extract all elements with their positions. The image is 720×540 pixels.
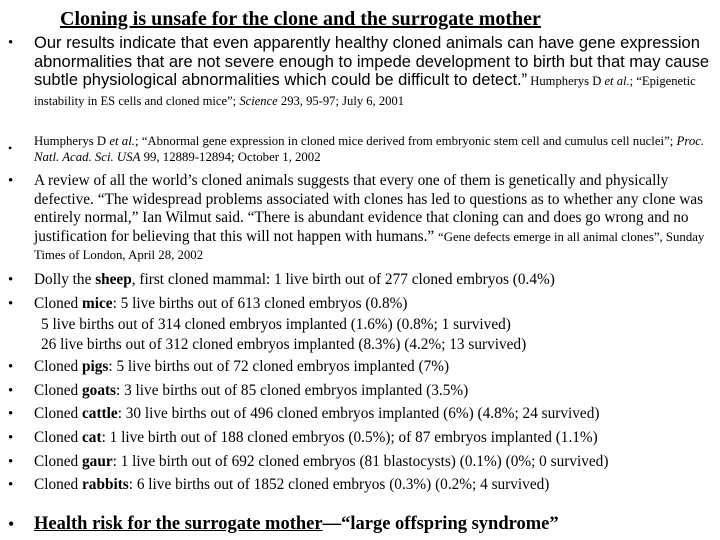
list-prefix: Cloned bbox=[34, 429, 83, 446]
citation-journal: Proc. Natl. Acad. Sci. USA bbox=[34, 134, 705, 164]
list-item-gaur bbox=[34, 453, 714, 472]
animal-name: pigs bbox=[82, 358, 109, 375]
list-item-pigs bbox=[34, 358, 714, 377]
animal-name: goats bbox=[82, 382, 117, 399]
bullet: • bbox=[8, 35, 14, 51]
health-risk-lead: Health risk for the surrogate mother bbox=[34, 514, 323, 534]
citation-sunday-times: “Gene defects emerge in all animal clones”, Sunday Times of London, April 28, 2002 bbox=[34, 229, 705, 262]
list-prefix: Cloned bbox=[34, 382, 83, 399]
list-subitem-mice-2: 26 live births out of 312 cloned embryos implanted (8.3%) (4.2%; 13 survived) bbox=[41, 336, 527, 353]
paragraph-humpherys-2001 bbox=[34, 34, 714, 110]
bullet: • bbox=[8, 296, 14, 312]
list-item-cat bbox=[34, 429, 714, 448]
list-prefix: Cloned bbox=[34, 358, 83, 375]
slide-title: Cloning is unsafe for the clone and the surrogate mother bbox=[60, 8, 541, 30]
citation-authors: Humpherys D bbox=[34, 134, 110, 148]
list-stats: : 1 live birth out of 692 cloned embryos (81 blastocysts) (0.1%) (0%; 0 survived) bbox=[112, 453, 609, 470]
health-risk-heading bbox=[34, 513, 714, 535]
list-subitem-mice-1: 5 live births out of 314 cloned embryos implanted (1.6%) (0.8%; 1 survived) bbox=[41, 316, 511, 333]
citation-title: ; “Abnormal gene expression in cloned mice derived from embryonic stem cell and cumulus cell nuclei”; bbox=[134, 134, 677, 148]
list-item-cattle bbox=[34, 405, 714, 424]
animal-name: rabbits bbox=[82, 476, 129, 493]
review-text: A review of all the world’s cloned animals suggests that every one of them is genetically and physically defective. “The widespread problems associated with clones has led to questions as to whether any clone was entirely normal,” Ian Wilmut said. “There is abundant evidence that cloning can and does go wrong and no justification for believing that this will not happen with humans.” bbox=[34, 172, 704, 245]
bullet: • bbox=[8, 141, 13, 155]
citation-etal: et al. bbox=[109, 134, 135, 148]
animal-name: sheep bbox=[95, 271, 132, 288]
paragraph-cloned-animals-review bbox=[34, 172, 714, 265]
list-stats: , first cloned mammal: 1 live birth out of 277 cloned embryos (0.4%) bbox=[131, 271, 555, 288]
list-item-sheep bbox=[34, 271, 714, 290]
citation-humpherys-2002 bbox=[34, 134, 714, 165]
citation-etal: et al. bbox=[604, 74, 630, 89]
bullet: • bbox=[8, 454, 14, 470]
quote-text: Our results indicate that even apparently healthy cloned animals can have gene expression abnormalities that are not severe enough to impede development to birth but that may cause subtle physiological abnormalities which could be difficult to detect.” bbox=[34, 34, 710, 90]
animal-name: gaur bbox=[82, 453, 113, 470]
animal-name: mice bbox=[82, 295, 113, 312]
citation-details: 99, 12889-12894; October 1, 2002 bbox=[140, 149, 321, 164]
list-stats: : 6 live births out of 1852 cloned embryos (0.3%) (0.2%; 4 survived) bbox=[128, 476, 550, 493]
list-prefix: Cloned bbox=[34, 453, 83, 470]
list-stats: : 5 live births out of 72 cloned embryos implanted (7%) bbox=[108, 358, 450, 375]
list-stats: : 30 live births out of 496 cloned embryos implanted (6%) (4.8%; 24 survived) bbox=[117, 405, 600, 422]
citation-authors: Humpherys D bbox=[527, 74, 605, 89]
list-item-rabbits bbox=[34, 476, 714, 495]
list-prefix: Cloned bbox=[34, 476, 83, 493]
bullet: • bbox=[8, 173, 14, 189]
list-item-mice bbox=[34, 295, 714, 314]
bullet: • bbox=[8, 272, 14, 288]
animal-name: cattle bbox=[82, 405, 118, 422]
health-risk-rest: —“large offspring syndrome” bbox=[322, 514, 559, 534]
animal-name: cat bbox=[82, 429, 102, 446]
bullet: • bbox=[8, 359, 14, 375]
bullet: • bbox=[8, 406, 14, 422]
list-prefix: Dolly the bbox=[34, 271, 96, 288]
list-item-goats bbox=[34, 382, 714, 401]
bullet: • bbox=[8, 514, 15, 534]
bullet: • bbox=[8, 383, 14, 399]
list-prefix: Cloned bbox=[34, 405, 83, 422]
citation-details: 293, 95-97; July 6, 2001 bbox=[277, 93, 405, 108]
citation-journal: Science bbox=[239, 93, 278, 108]
list-stats: : 3 live births out of 85 cloned embryos implanted (3.5%) bbox=[116, 382, 469, 399]
list-stats: : 1 live birth out of 188 cloned embryos (0.5%); of 87 embryos implanted (1.1%) bbox=[101, 429, 598, 446]
bullet: • bbox=[8, 430, 14, 446]
list-stats: : 5 live births out of 613 cloned embryos (0.8%) bbox=[112, 295, 408, 312]
list-prefix: Cloned bbox=[34, 295, 83, 312]
bullet: • bbox=[8, 477, 14, 493]
citation-title: ; “Epigenetic instability in ES cells and cloned mice”; bbox=[34, 74, 696, 108]
